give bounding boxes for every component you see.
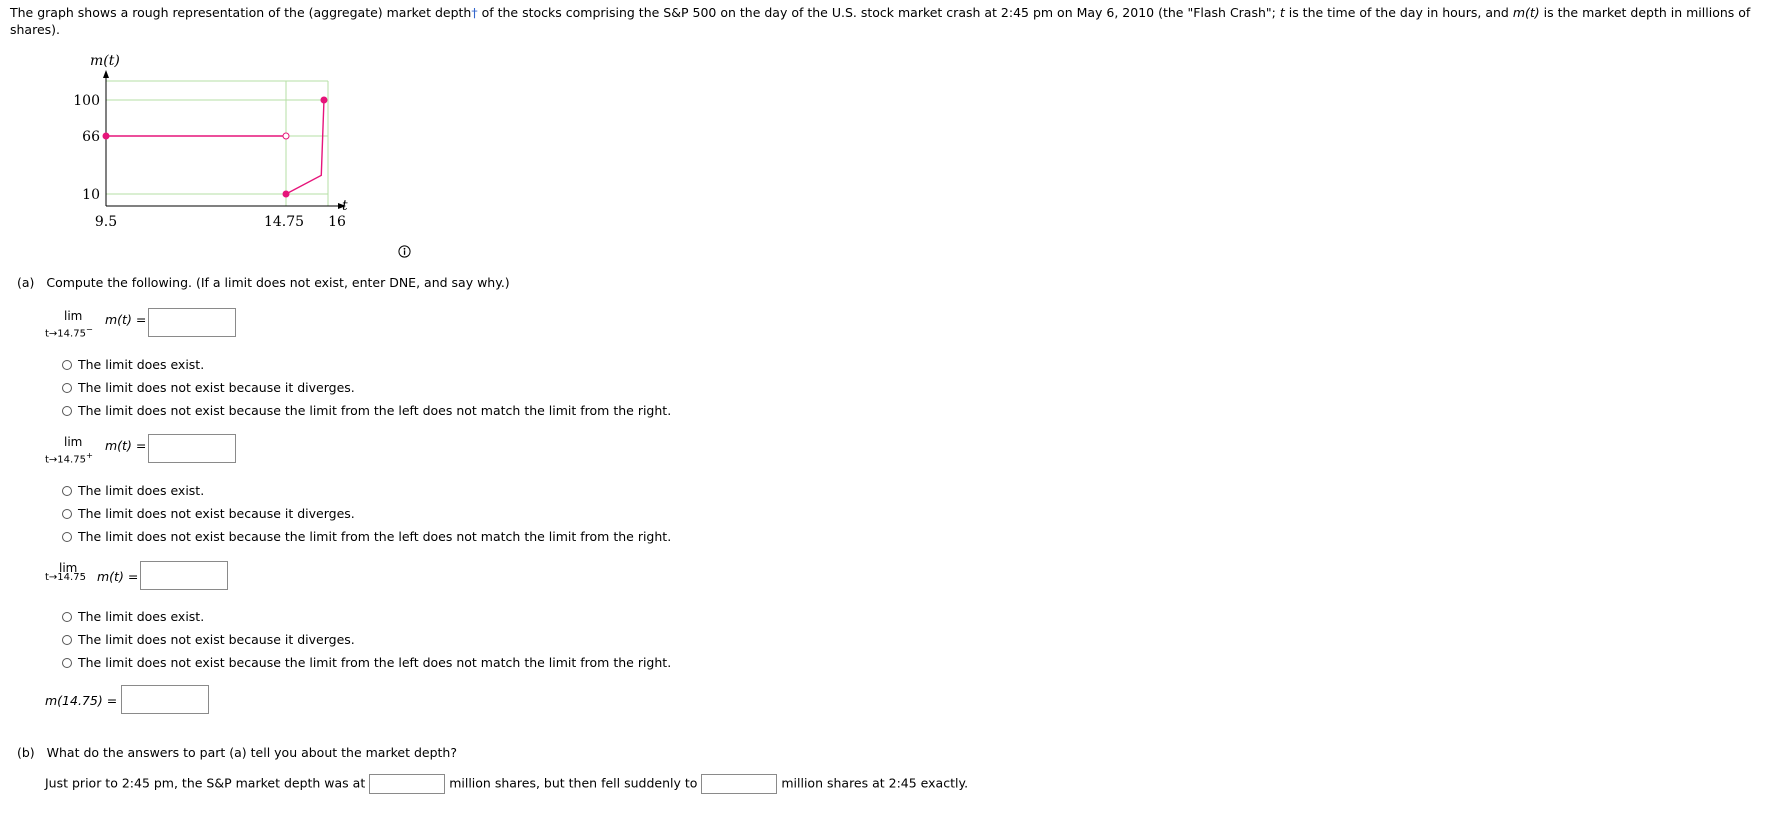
lim-word: lim [64,435,83,449]
x-axis-label: t [342,198,348,214]
closed-point [103,133,109,139]
part-b-text-2: million shares, but then fell suddenly to [449,775,698,791]
radio-button[interactable] [62,383,72,393]
limit-two-sided-input[interactable] [140,561,228,590]
part-b-text-1: Just prior to 2:45 pm, the S&P market depth was at [45,775,366,791]
series-line-2 [286,100,324,194]
prior-depth-input[interactable] [369,774,445,794]
intro-text-2: of the stocks comprising the S&P 500 on the day of the U.S. stock market crash at 2:45 pm on May 6, 2010 (the "Flash Crash"; [477,5,1280,20]
y-tick-label: 100 [73,93,100,109]
x-tick-labels [95,214,346,230]
limit-right-option-2[interactable]: The limit does not exist because it diverges. [62,506,355,524]
lim-sup: − [85,324,93,334]
limit-right [45,435,245,475]
limit-two-sided-option-3[interactable]: The limit does not exist because the limit from the left does not match the limit from the right. [62,655,671,673]
part-b-heading [17,745,457,760]
info-circle-icon[interactable] [398,245,411,258]
limit-two-sided [45,561,245,601]
limit-two-sided-option-1[interactable]: The limit does exist. [62,609,204,627]
intro-text-1: The graph shows a rough representation of the (aggregate) market depth [10,5,472,20]
t-variable: t [1279,5,1285,20]
radio-button[interactable] [62,360,72,370]
lim-sup: + [85,450,93,460]
m-value-input[interactable] [121,685,209,714]
graph-grid [106,81,328,206]
lim-word: lim [59,561,78,575]
radio-button[interactable] [62,509,72,519]
x-tick-label: 16 [328,214,346,230]
market-depth-graph [60,48,400,258]
limit-left-input[interactable] [148,308,236,337]
part-b-question: What do the answers to part (a) tell you about the market depth? [46,745,457,760]
lim-subscript: t→14.75 [45,572,86,583]
radio-button[interactable] [62,486,72,496]
part-b-text-3: million shares at 2:45 exactly. [781,775,969,791]
lim-function: m(t) = [97,569,139,584]
dagger-footnote-link[interactable]: † [471,5,478,20]
graph-axes [103,70,346,209]
radio-button[interactable] [62,612,72,622]
radio-button[interactable] [62,406,72,416]
limit-left-option-3[interactable]: The limit does not exist because the limit from the left does not match the limit from the right. [62,403,671,421]
y-tick-label: 10 [82,187,100,203]
limit-right-input[interactable] [148,434,236,463]
lim-subscript: t→14.75− [45,324,93,340]
problem-intro [10,4,1765,38]
y-tick-label: 66 [82,129,100,145]
intro-text-4: is the market depth in millions of shares). [10,5,1751,37]
radio-button[interactable] [62,635,72,645]
lim-function: m(t) = [105,312,147,327]
m-value-label: m(14.75) = [45,693,118,708]
limit-right-option-3[interactable]: The limit does not exist because the limit from the left does not match the limit from the right. [62,529,671,547]
part-a-label: (a) [17,275,35,290]
limit-two-sided-option-2[interactable]: The limit does not exist because it diverges. [62,632,355,650]
closed-point [321,97,327,103]
x-tick-label: 14.75 [263,214,305,230]
part-a-heading [17,275,510,290]
crash-depth-input[interactable] [701,774,777,794]
y-axis-arrow [103,70,109,78]
y-tick-labels [73,93,100,203]
limit-left-option-2[interactable]: The limit does not exist because it diverges. [62,380,355,398]
part-a-instruction: Compute the following. (If a limit does not exist, enter DNE, and say why.) [46,275,510,290]
open-point [283,133,289,139]
lim-word: lim [64,309,83,323]
x-tick-label: 9.5 [94,214,118,230]
radio-button[interactable] [62,658,72,668]
limit-left-option-1[interactable]: The limit does exist. [62,357,204,375]
intro-text-3: is the time of the day in hours, and [1284,5,1513,20]
limit-left [45,309,245,349]
lim-function: m(t) = [105,438,147,453]
limit-right-option-1[interactable]: The limit does exist. [62,483,204,501]
part-b-sentence [45,774,968,796]
part-b-label: (b) [17,745,35,760]
m-variable: m(t) [1512,5,1540,20]
lim-subscript: t→14.75+ [45,450,93,466]
closed-point [283,191,289,197]
graph-series [103,97,327,197]
y-axis-label: m(t) [90,53,120,69]
radio-button[interactable] [62,532,72,542]
